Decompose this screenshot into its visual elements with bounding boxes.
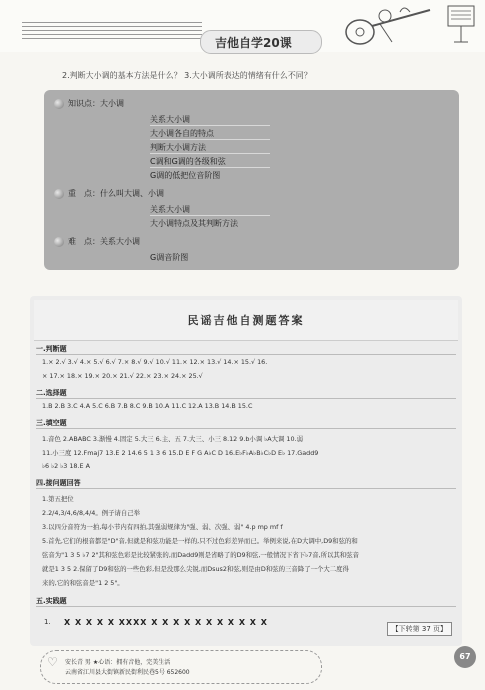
rhythm-notation: X X X X X XXXX X X X X X X X X X X X	[64, 618, 268, 627]
section-choice-heading: 二.选择题	[36, 389, 67, 397]
answer-line: 3.以四分音符为一拍,每小节内有四拍,其强弱规律为"强、弱、次强、弱" 4.p mp mf f	[42, 523, 283, 531]
answer-line: 1.× 2.√ 3.√ 4.× 5.√ 6.√ 7.× 8.√ 9.√ 10.√ 11.× 12.× 13.√ 14.× 15.√ 16.	[42, 358, 268, 366]
difficult-point-heading: 难 点：关系大小调	[54, 236, 140, 247]
key-point-heading: 重 点：什么叫大调、小调	[54, 188, 164, 199]
author-line: 安长青 男 ★心语：拥有音他，完美生活	[65, 659, 171, 666]
guitar-player-icon	[330, 2, 440, 50]
answer-line: 1.B 2.B 3.C 4.A 5.C 6.B 7.B 8.C 9.B 10.A 11.C 12.A 13.B 14.B 15.C	[42, 402, 253, 410]
knowledge-item: C调和G调的各级和弦	[150, 157, 226, 166]
practice-item-number: 1.	[44, 618, 51, 626]
knowledge-box	[44, 90, 459, 270]
book-title-badge	[200, 30, 322, 54]
divider	[36, 428, 456, 429]
answer-line: 11.小三度 12.Fmaj7 13.E 2 14.6 5 1 3 6 15.D E F G A♭C D 16.E♭F♭A♭B♭C♭D E♭ 17.Gadd9	[42, 449, 319, 457]
knowledge-item: G调的低把位音阶图	[150, 171, 221, 180]
answer-line: ♭6 ♭2 ♭3 18.E A	[42, 462, 90, 470]
knowledge-item: 关系大小调	[150, 115, 190, 124]
answer-line: 弦音为"1 3 5 ♭7 2"其和弦色彩是比较紧张的,而Dadd9则是省略了的D9和弦,一般情况下省下♭7音,所以其和弦音	[42, 551, 359, 559]
bullet-icon	[54, 99, 64, 109]
divider	[150, 139, 270, 140]
question-line: 2.判断大小调的基本方法是什么？ 3.大小调所表达的情绪有什么不同？	[62, 71, 312, 80]
bullet-icon	[54, 237, 64, 247]
key-point-item: 关系大小调	[150, 205, 190, 214]
page-number: 67	[454, 646, 476, 668]
knowledge-item: 大小调各自的特点	[150, 129, 214, 138]
key-point-item: 大小调特点及其判断方法	[150, 219, 238, 228]
continued-page-note: 【下转第 37 页】	[387, 622, 452, 636]
answer-line: 来的,它的和弦音是"1 2 5"。	[42, 579, 124, 587]
answer-line: 1.音色 2.ABABC 3.渐慢 4.固定 5.大三 6.主、五 7.大三、小三 8.12 9.b小调 ♭A大调 10.弱	[42, 435, 303, 443]
heart-icon: ♡	[47, 655, 58, 669]
section-fill-heading: 三.填空题	[36, 419, 67, 427]
music-staff-decoration	[22, 22, 202, 38]
divider	[150, 153, 270, 154]
divider	[36, 488, 456, 489]
answer-line: 就是1 3 5 2.保留了D9和弦的一些色彩,但是没那么尖锐,而Dsus2和弦,则是由D和弦的三音降了一个大二度得	[42, 565, 349, 573]
divider	[36, 398, 456, 399]
section-practice-heading: 五.实践题	[36, 597, 67, 605]
answer-line: 5.首先,它们的根音都是"D"音,但就是和弦功能是一样的,只不过色彩差异而已。举例来说,在D大调中,D9和弦的和	[42, 537, 358, 545]
answer-line: × 17.× 18.× 19.× 20.× 21.√ 22.× 23.× 24.× 25.√	[42, 372, 203, 380]
answer-line: 2.2/4,3/4,6/8,4/4。例子请自己举	[42, 509, 141, 517]
difficult-point-item: G调音阶图	[150, 253, 189, 262]
knowledge-item: 判断大小调方法	[150, 143, 206, 152]
address-line: 云南省江川县大街镇新民街利民巷5号 652600	[65, 669, 190, 676]
answer-title-bar	[34, 300, 458, 341]
divider	[150, 215, 270, 216]
music-stand-icon	[446, 4, 476, 44]
author-info	[40, 650, 322, 684]
answer-line: 1.第五把位	[42, 495, 74, 503]
header	[0, 0, 485, 52]
knowledge-heading: 知识点：大小调	[54, 98, 124, 109]
divider	[36, 606, 456, 607]
section-judge-heading: 一.判断题	[36, 345, 67, 353]
section-qa-heading: 四.接问题回答	[36, 479, 81, 487]
divider	[150, 125, 270, 126]
divider	[150, 167, 270, 168]
answer-box	[30, 296, 462, 646]
divider	[36, 354, 456, 355]
answer-title: 民谣吉他自测题答案	[187, 314, 305, 327]
book-title: 吉他自学20课	[215, 36, 292, 50]
bullet-icon	[54, 189, 64, 199]
